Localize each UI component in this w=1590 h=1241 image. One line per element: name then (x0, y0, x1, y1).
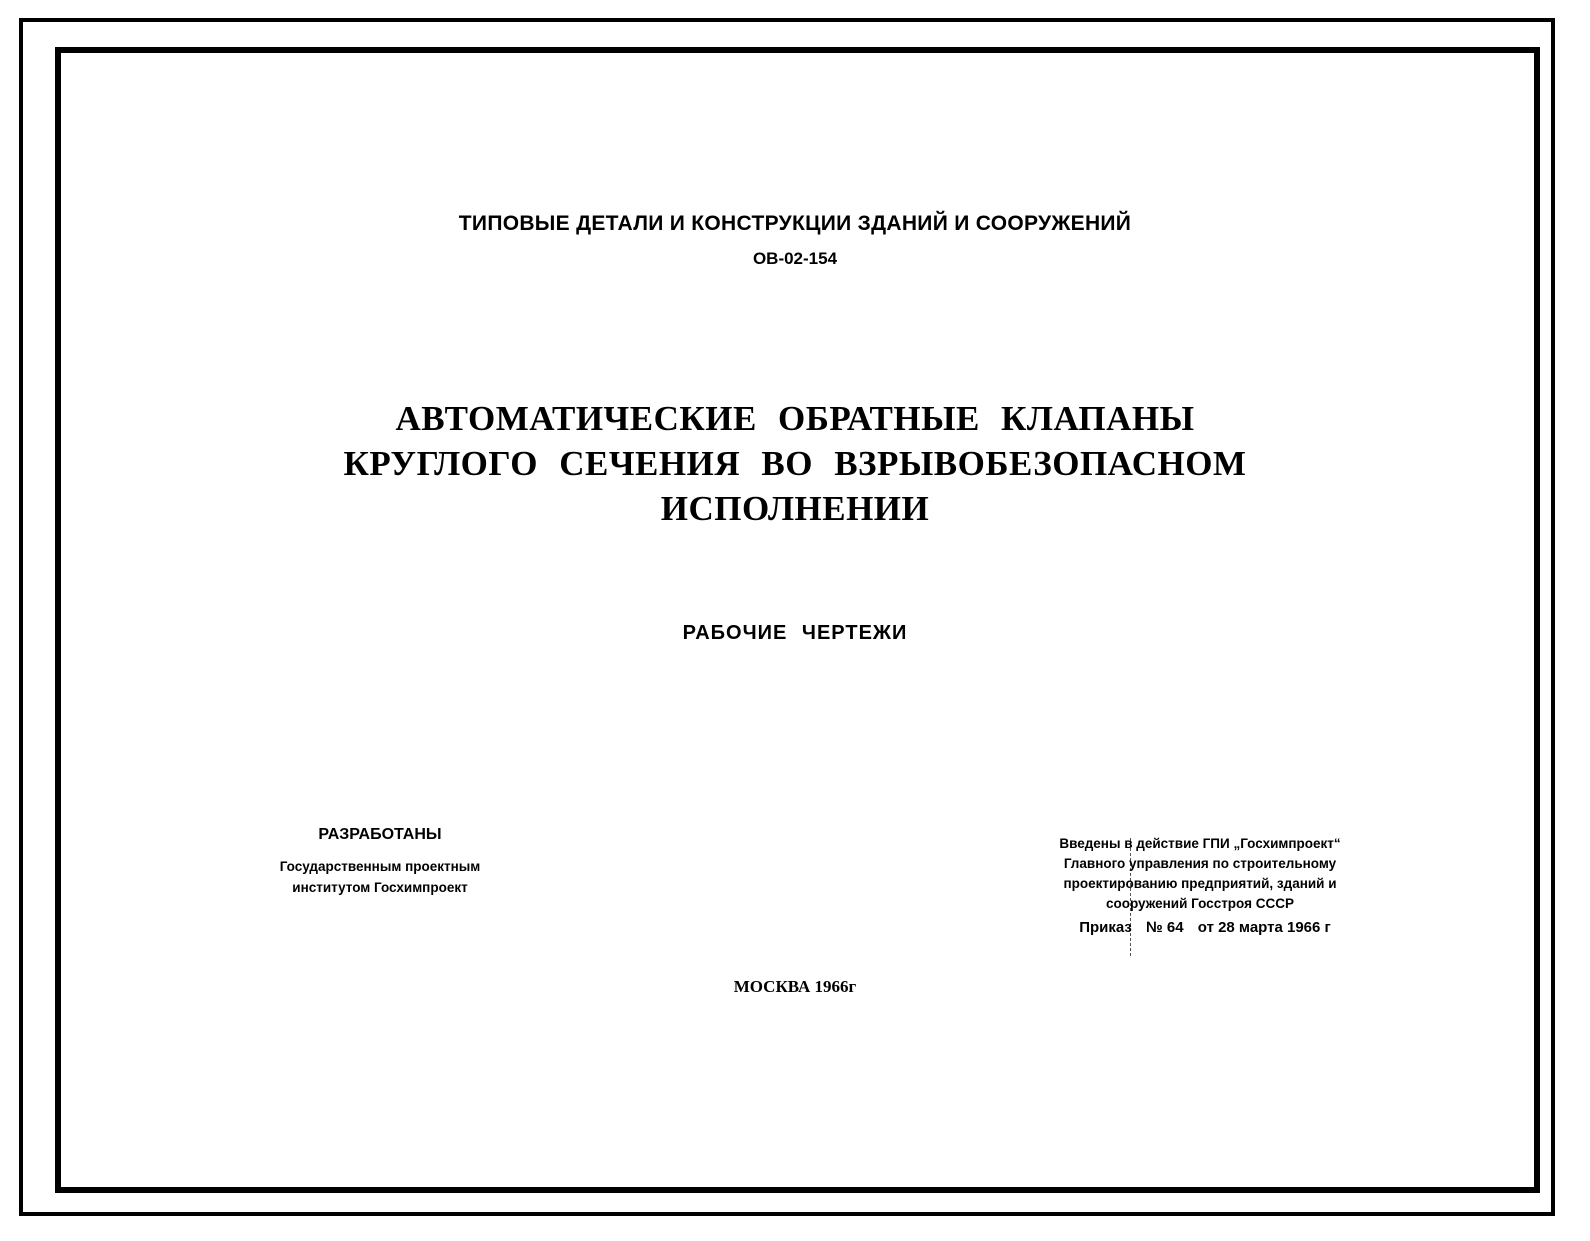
developer-block (220, 826, 540, 898)
developer-heading: РАЗРАБОТАНЫ (318, 826, 442, 843)
approval-block (1010, 834, 1390, 938)
approval-line-1: Введены в действие ГПИ „Госхимпроект“ (1059, 836, 1341, 851)
series-code: ОВ-02-154 (752, 249, 838, 268)
document-type: РАБОЧИЕ ЧЕРТЕЖИ (682, 622, 908, 644)
developer-line-2: институтом Госхимпроект (292, 880, 468, 895)
document-title (0, 396, 1590, 531)
order-line (1010, 918, 1390, 938)
order-date: от 28 марта 1966 г (1197, 919, 1331, 936)
series-title: ТИПОВЫЕ ДЕТАЛИ И КОНСТРУКЦИИ ЗДАНИЙ И СООРУЖЕНИЙ (458, 212, 1132, 235)
document-title-line-3: ИСПОЛНЕНИИ (660, 489, 930, 528)
document-title-line-2: КРУГЛОГО СЕЧЕНИЯ ВО ВЗРЫВОБЕЗОПАСНОМ (343, 444, 1247, 483)
approval-line-3: проектированию предприятий, зданий и (1063, 876, 1337, 891)
city-and-year: МОСКВА 1966г (733, 977, 857, 996)
order-label: Приказ (1079, 919, 1132, 936)
approval-line-2: Главного управления по строительному (1063, 856, 1337, 871)
approval-line-4: сооружений Госстроя СССР (1105, 896, 1295, 911)
order-number: № 64 (1146, 919, 1184, 936)
developer-line-1: Государственным проектным (279, 859, 481, 874)
document-title-line-1: АВТОМАТИЧЕСКИЕ ОБРАТНЫЕ КЛАПАНЫ (395, 399, 1195, 438)
